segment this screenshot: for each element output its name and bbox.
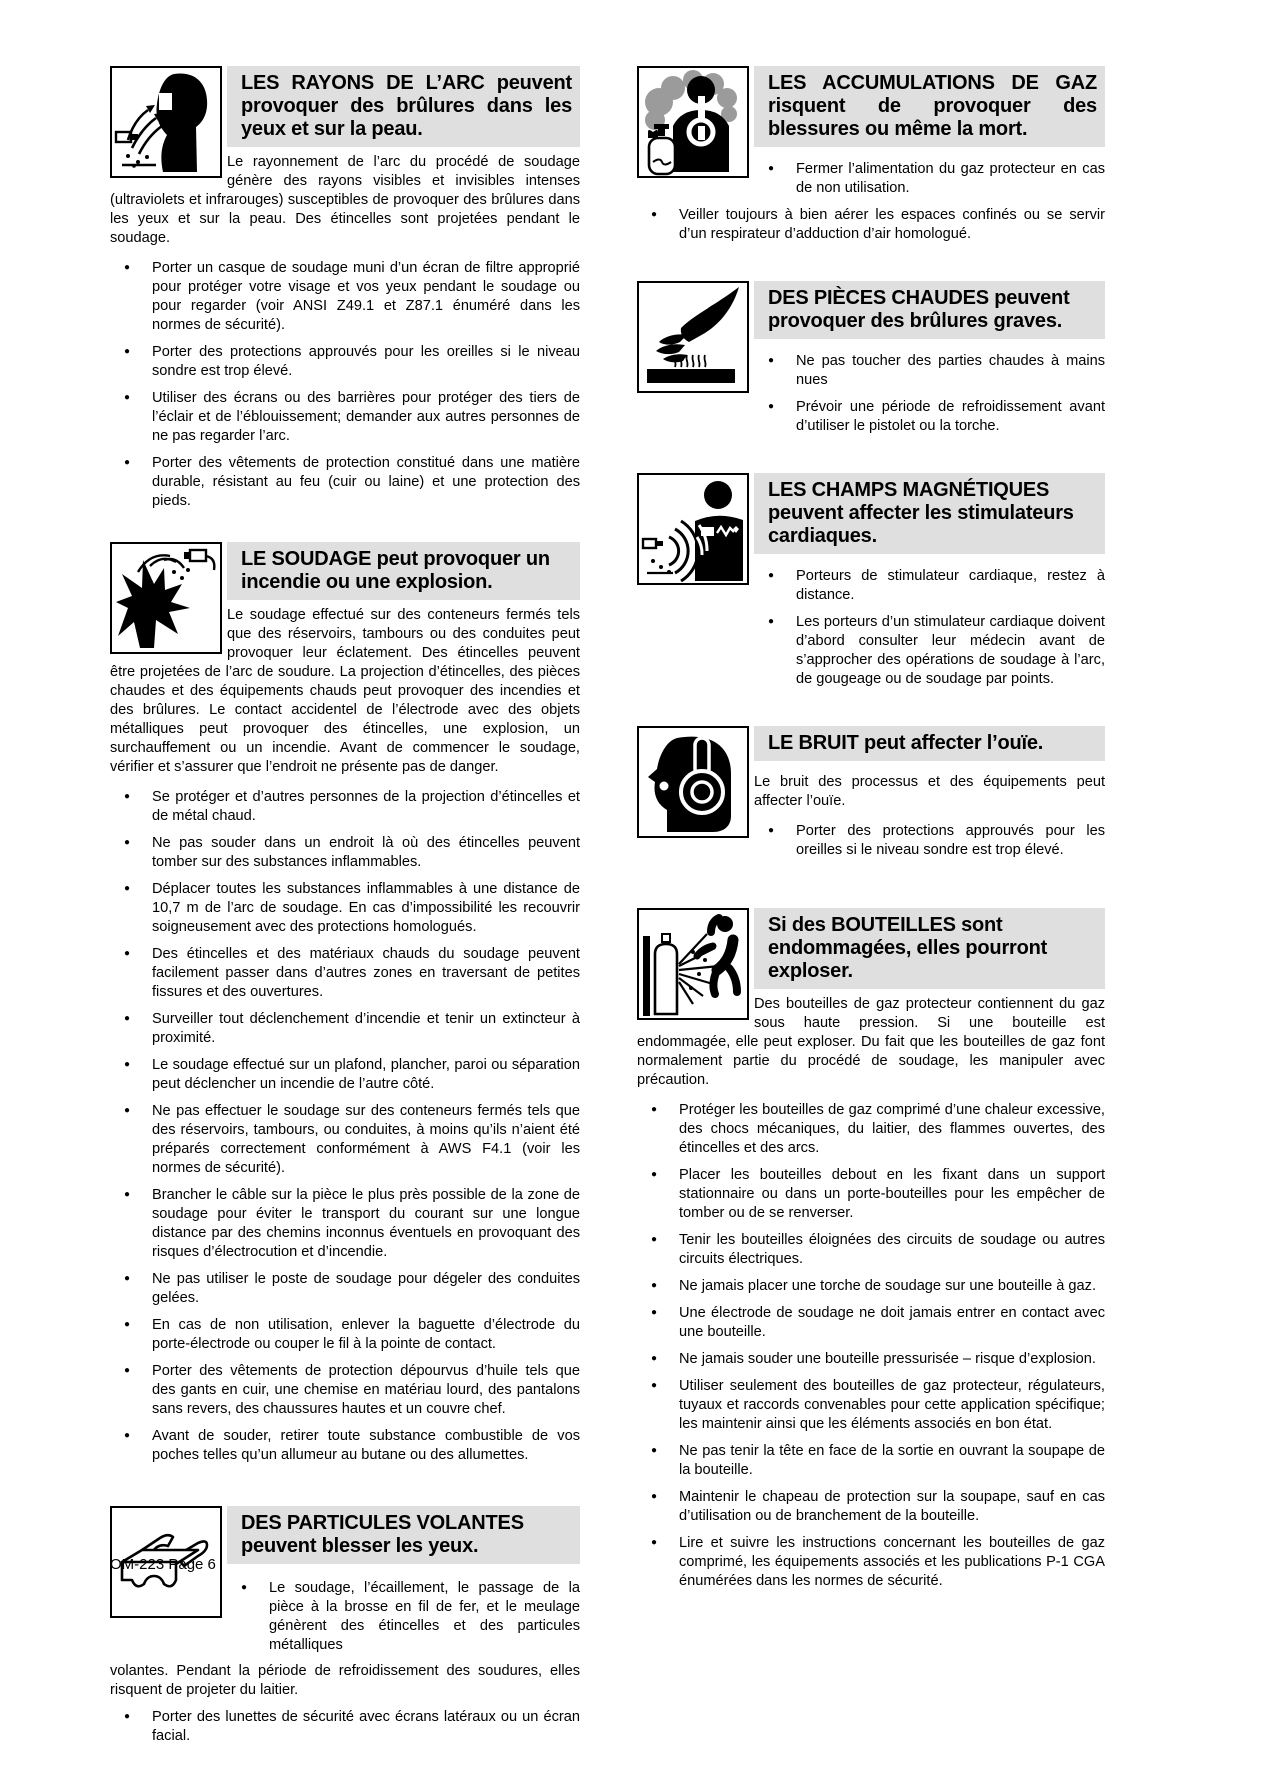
bullet-item: ● Se protéger et d’autres personnes de la projection d’étincelles et de métal chaud. xyxy=(124,789,580,824)
magnetic-fields-icon xyxy=(637,473,749,585)
section-title: LES RAYONS DE L’ARC peuvent provoquer des brûlures dans les yeux et sur la peau. xyxy=(227,66,580,147)
bullet-icon: ● xyxy=(124,346,131,357)
bullet-icon: ● xyxy=(124,1189,131,1200)
bullet-icon: ● xyxy=(651,1169,658,1180)
section-gas-accumulation xyxy=(637,66,1105,251)
bullet-icon: ● xyxy=(124,457,131,468)
section-arc-rays xyxy=(110,66,580,518)
bullet-icon: ● xyxy=(651,1307,658,1318)
bullet-icon: ● xyxy=(124,1711,131,1722)
hot-parts-icon xyxy=(637,281,749,393)
section-intro: Le rayonnement de l’arc du procédé de soudage génère des rayons visibles et invisibles intenses (ultraviolets et infrarouges) susceptibles de provoquer des brûlures dans les yeux et sur la peau. Des étincelles sont projetées pendant le soudage. xyxy=(110,154,580,246)
section-cylinders xyxy=(637,908,1105,1598)
bullet-item: ● Des étincelles et des matériaux chauds du soudage peuvent facilement passer dans d’autres zones en traversant de petites fissures et des ouvertures. xyxy=(124,946,580,1000)
page-footer: OM-223 Page 6 xyxy=(110,1556,216,1573)
section-hot-parts xyxy=(637,281,1105,443)
bullet-item: ● Ne jamais souder une bouteille pressurisée – risque d’explosion. xyxy=(651,1351,1096,1367)
bullet-icon: ● xyxy=(651,1445,658,1456)
bullet-item: ● Tenir les bouteilles éloignées des circuits de soudage ou autres circuits électriques. xyxy=(651,1232,1105,1267)
bullet-icon: ● xyxy=(768,401,775,412)
bullet-item: ● Ne pas tenir la tête en face de la sortie en ouvrant la soupape de la bouteille. xyxy=(651,1443,1105,1478)
bullet-item: ● Porter un casque de soudage muni d’un écran de filtre approprié pour protéger votre visage et vos yeux pendant le soudage ou pour regarder (voir ANSI Z49.1 et Z87.1 énuméré dans les normes de sécurité). xyxy=(124,260,580,333)
section-title: DES PIÈCES CHAUDES peuvent provoquer des brûlures graves. xyxy=(754,281,1105,339)
bullet-icon: ● xyxy=(124,1365,131,1376)
bullet-icon: ● xyxy=(124,262,131,273)
bullet-icon: ● xyxy=(124,1105,131,1116)
gas-accumulation-icon xyxy=(637,66,749,178)
bullet-item: ● Porter des protections approuvés pour les oreilles si le niveau sondre est trop élevé. xyxy=(768,823,1105,858)
bullet-icon: ● xyxy=(124,1319,131,1330)
bullet-icon: ● xyxy=(124,1430,131,1441)
bullet-icon: ● xyxy=(124,1273,131,1284)
bullet-item: ● Porter des vêtements de protection constitué dans une matière durable, résistant au feu (cuir ou laine) et une protection des pieds. xyxy=(124,455,580,509)
bullet-icon: ● xyxy=(651,209,658,220)
bullet-item: ● Ne jamais placer une torche de soudage sur une bouteille à gaz. xyxy=(651,1278,1096,1294)
section-fire-explosion xyxy=(110,542,580,1472)
bullet-icon: ● xyxy=(651,1491,658,1502)
section-noise xyxy=(637,726,1105,878)
bullet-icon: ● xyxy=(124,392,131,403)
left-column xyxy=(110,66,580,1777)
bullet-item: ● Les porteurs d’un stimulateur cardiaque doivent d’abord consulter leur médecin avant de s’approcher des opérations de soudage à l’arc, de gougeage ou de soudage par points. xyxy=(768,614,1105,687)
bullet-item: ● Porteurs de stimulateur cardiaque, restez à distance. xyxy=(768,568,1105,603)
bullet-icon: ● xyxy=(768,163,775,174)
bullet-icon: ● xyxy=(241,1582,248,1593)
section-magnetic-fields xyxy=(637,473,1105,696)
section-title: LE BRUIT peut affecter l’ouïe. xyxy=(754,726,1105,761)
right-column xyxy=(637,66,1105,1622)
bullet-icon: ● xyxy=(651,1380,658,1391)
section-title: LES ACCUMULATIONS DE GAZ risquent de provoquer des blessures ou même la mort. xyxy=(754,66,1105,147)
bullet-item: ● Ne pas effectuer le soudage sur des conteneurs fermés tels que des réservoirs, tambours, ou conduites, à moins qu’ils n’aient été préparés correctement conformément à AWS F4.1 (voir les normes de sécurité). xyxy=(124,1103,580,1176)
bullet-item: ● Ne pas toucher des parties chaudes à mains nues xyxy=(768,353,1105,388)
welding-helmet-icon xyxy=(110,66,222,178)
bullet-item: ● Une électrode de soudage ne doit jamais entrer en contact avec une bouteille. xyxy=(651,1305,1105,1340)
bullet-icon: ● xyxy=(124,948,131,959)
bullet-item: ● Veiller toujours à bien aérer les espaces confinés ou se servir d’un respirateur d’adduction d’air homologué. xyxy=(651,207,1105,242)
bullet-icon: ● xyxy=(651,1104,658,1115)
bullet-icon: ● xyxy=(124,837,131,848)
bullet-item: ● En cas de non utilisation, enlever la baguette d’électrode du porte-électrode ou couper le fil à la pointe de contact. xyxy=(124,1317,580,1352)
bullet-icon: ● xyxy=(124,1059,131,1070)
bullet-item: ● Le soudage, l’écaillement, le passage de la pièce à la brosse en fil de fer, et le meulage génèrent des étincelles et des particules métalliques xyxy=(241,1580,580,1653)
bullet-item: ● Le soudage effectué sur un plafond, plancher, paroi ou séparation peut déclencher un incendie de l’autre côté. xyxy=(124,1057,580,1092)
bullet-item: ● Lire et suivre les instructions concernant les bouteilles de gaz comprimé, les équipements associés et les publications P-1 CGA énumérées dans les normes de sécurité. xyxy=(651,1535,1105,1589)
bullet-item: ● Prévoir une période de refroidissement avant d’utiliser le pistolet ou la torche. xyxy=(768,399,1105,434)
section-intro: Des bouteilles de gaz protecteur contiennent du gaz sous haute pression. Si une bouteille est endommagée, elle peut exploser. Du fait que les bouteilles de gaz font normalement partie du procédé de soudage, les manipuler avec précaution. xyxy=(637,996,1105,1088)
bullet-item: ● Placer les bouteilles debout en les fixant dans un support stationnaire ou dans un porte-bouteilles pour les empêcher de tomber ou de se renverser. xyxy=(651,1167,1105,1221)
bullet-icon: ● xyxy=(124,1013,131,1024)
bullet-item: ● Brancher le câble sur la pièce le plus près possible de la zone de soudage pour éviter le transport du courant sur une longue distance par des chemins inconnus éventuels en provoquant des risques d’électrocution et d’incendie. xyxy=(124,1187,580,1260)
bullet-item: ● Ne pas utiliser le poste de soudage pour dégeler des conduites gelées. xyxy=(124,1271,580,1306)
section-intro: Le soudage effectué sur des conteneurs fermés tels que des réservoirs, tambours ou des conduites peut provoquer leur éclatement. Des étincelles peuvent être projetées de l’arc de soudure. La projection d’étincelles, des pièces chaudes et des équipements chauds peut provoquer des incendies et des brûlures. Le contact accidentel de l’électrode avec des objets métalliques peut provoquer des étincelles, une explosion, un surchauffement ou un incendie. Avant de commencer le soudage, vérifier et s’assurer que l’endroit ne présente pas de danger. xyxy=(110,607,580,775)
bullet-icon: ● xyxy=(768,825,775,836)
bullet-item: ● Utiliser des écrans ou des barrières pour protéger des tiers de l’éclair et de l’éblouissement; demander aux autres personnes de ne pas regarder l’arc. xyxy=(124,390,580,444)
bullet-icon: ● xyxy=(124,883,131,894)
section-intro: Le bruit des processus et des équipements peut affecter l’ouïe. xyxy=(754,774,1105,809)
bullet-icon: ● xyxy=(651,1353,658,1364)
bullet-item: ● Déplacer toutes les substances inflammables à une distance de 10,7 m de l’arc de soudage. En cas d’impossibilité les recouvrir soigneusement avec des protections homologués. xyxy=(124,881,580,935)
cylinder-explosion-icon xyxy=(637,908,749,1020)
bullet-item: ● Ne pas souder dans un endroit là où des étincelles peuvent tomber sur des substances inflammables. xyxy=(124,835,580,870)
section-title: DES PARTICULES VOLANTES peuvent blesser les yeux. xyxy=(227,1506,580,1564)
bullet-item: ● Maintenir le chapeau de protection sur la soupape, sauf en cas d’utilisation ou de branchement de la bouteille. xyxy=(651,1489,1105,1524)
section-title: LES CHAMPS MAGNÉTIQUES peuvent affecter les stimulateurs cardiaques. xyxy=(754,473,1105,554)
bullet-icon: ● xyxy=(768,570,775,581)
bullet-item: ● Fermer l’alimentation du gaz protecteur en cas de non utilisation. xyxy=(768,161,1105,196)
bullet-item: ● Utiliser seulement des bouteilles de gaz protecteur, régulateurs, tuyaux et raccords convenables pour cette application spécifique; les maintenir ainsi que les éléments associés en bon état. xyxy=(651,1378,1105,1432)
bullet-item: ● Surveiller tout déclenchement d’incendie et tenir un extincteur à proximité. xyxy=(124,1011,580,1046)
section-flying-particles xyxy=(110,1506,580,1753)
bullet-item: ● Protéger les bouteilles de gaz comprimé d’une chaleur excessive, des chocs mécaniques, du laitier, des flammes ouvertes, des étincelles et des arcs. xyxy=(651,1102,1105,1156)
bullet-item: ● Porter des vêtements de protection dépourvus d’huile tels que des gants en cuir, une chemise en matériau lourd, des pantalons sans revers, des chaussures hautes et un couvre chef. xyxy=(124,1363,580,1417)
bullet-item: ● Avant de souder, retirer toute substance combustible de vos poches telles qu’un allumeur au butane ou des allumettes. xyxy=(124,1428,580,1463)
bullet-icon: ● xyxy=(768,355,775,366)
bullet-continuation: volantes. Pendant la période de refroidissement des soudures, elles risquent de projeter du laitier. xyxy=(110,1663,580,1698)
bullet-icon: ● xyxy=(124,791,131,802)
bullet-item: ● Porter des protections approuvés pour les oreilles si le niveau sondre est trop élevé. xyxy=(124,344,580,379)
fire-explosion-icon xyxy=(110,542,222,654)
bullet-icon: ● xyxy=(651,1537,658,1548)
bullet-icon: ● xyxy=(768,616,775,627)
bullet-icon: ● xyxy=(651,1234,658,1245)
section-title: LE SOUDAGE peut provoquer un incendie ou une explosion. xyxy=(227,542,580,600)
bullet-item: ● Porter des lunettes de sécurité avec écrans latéraux ou un écran facial. xyxy=(124,1709,580,1744)
ear-protection-icon xyxy=(637,726,749,838)
bullet-icon: ● xyxy=(651,1280,658,1291)
section-title: Si des BOUTEILLES sont endommagées, elles pourront exploser. xyxy=(754,908,1105,989)
